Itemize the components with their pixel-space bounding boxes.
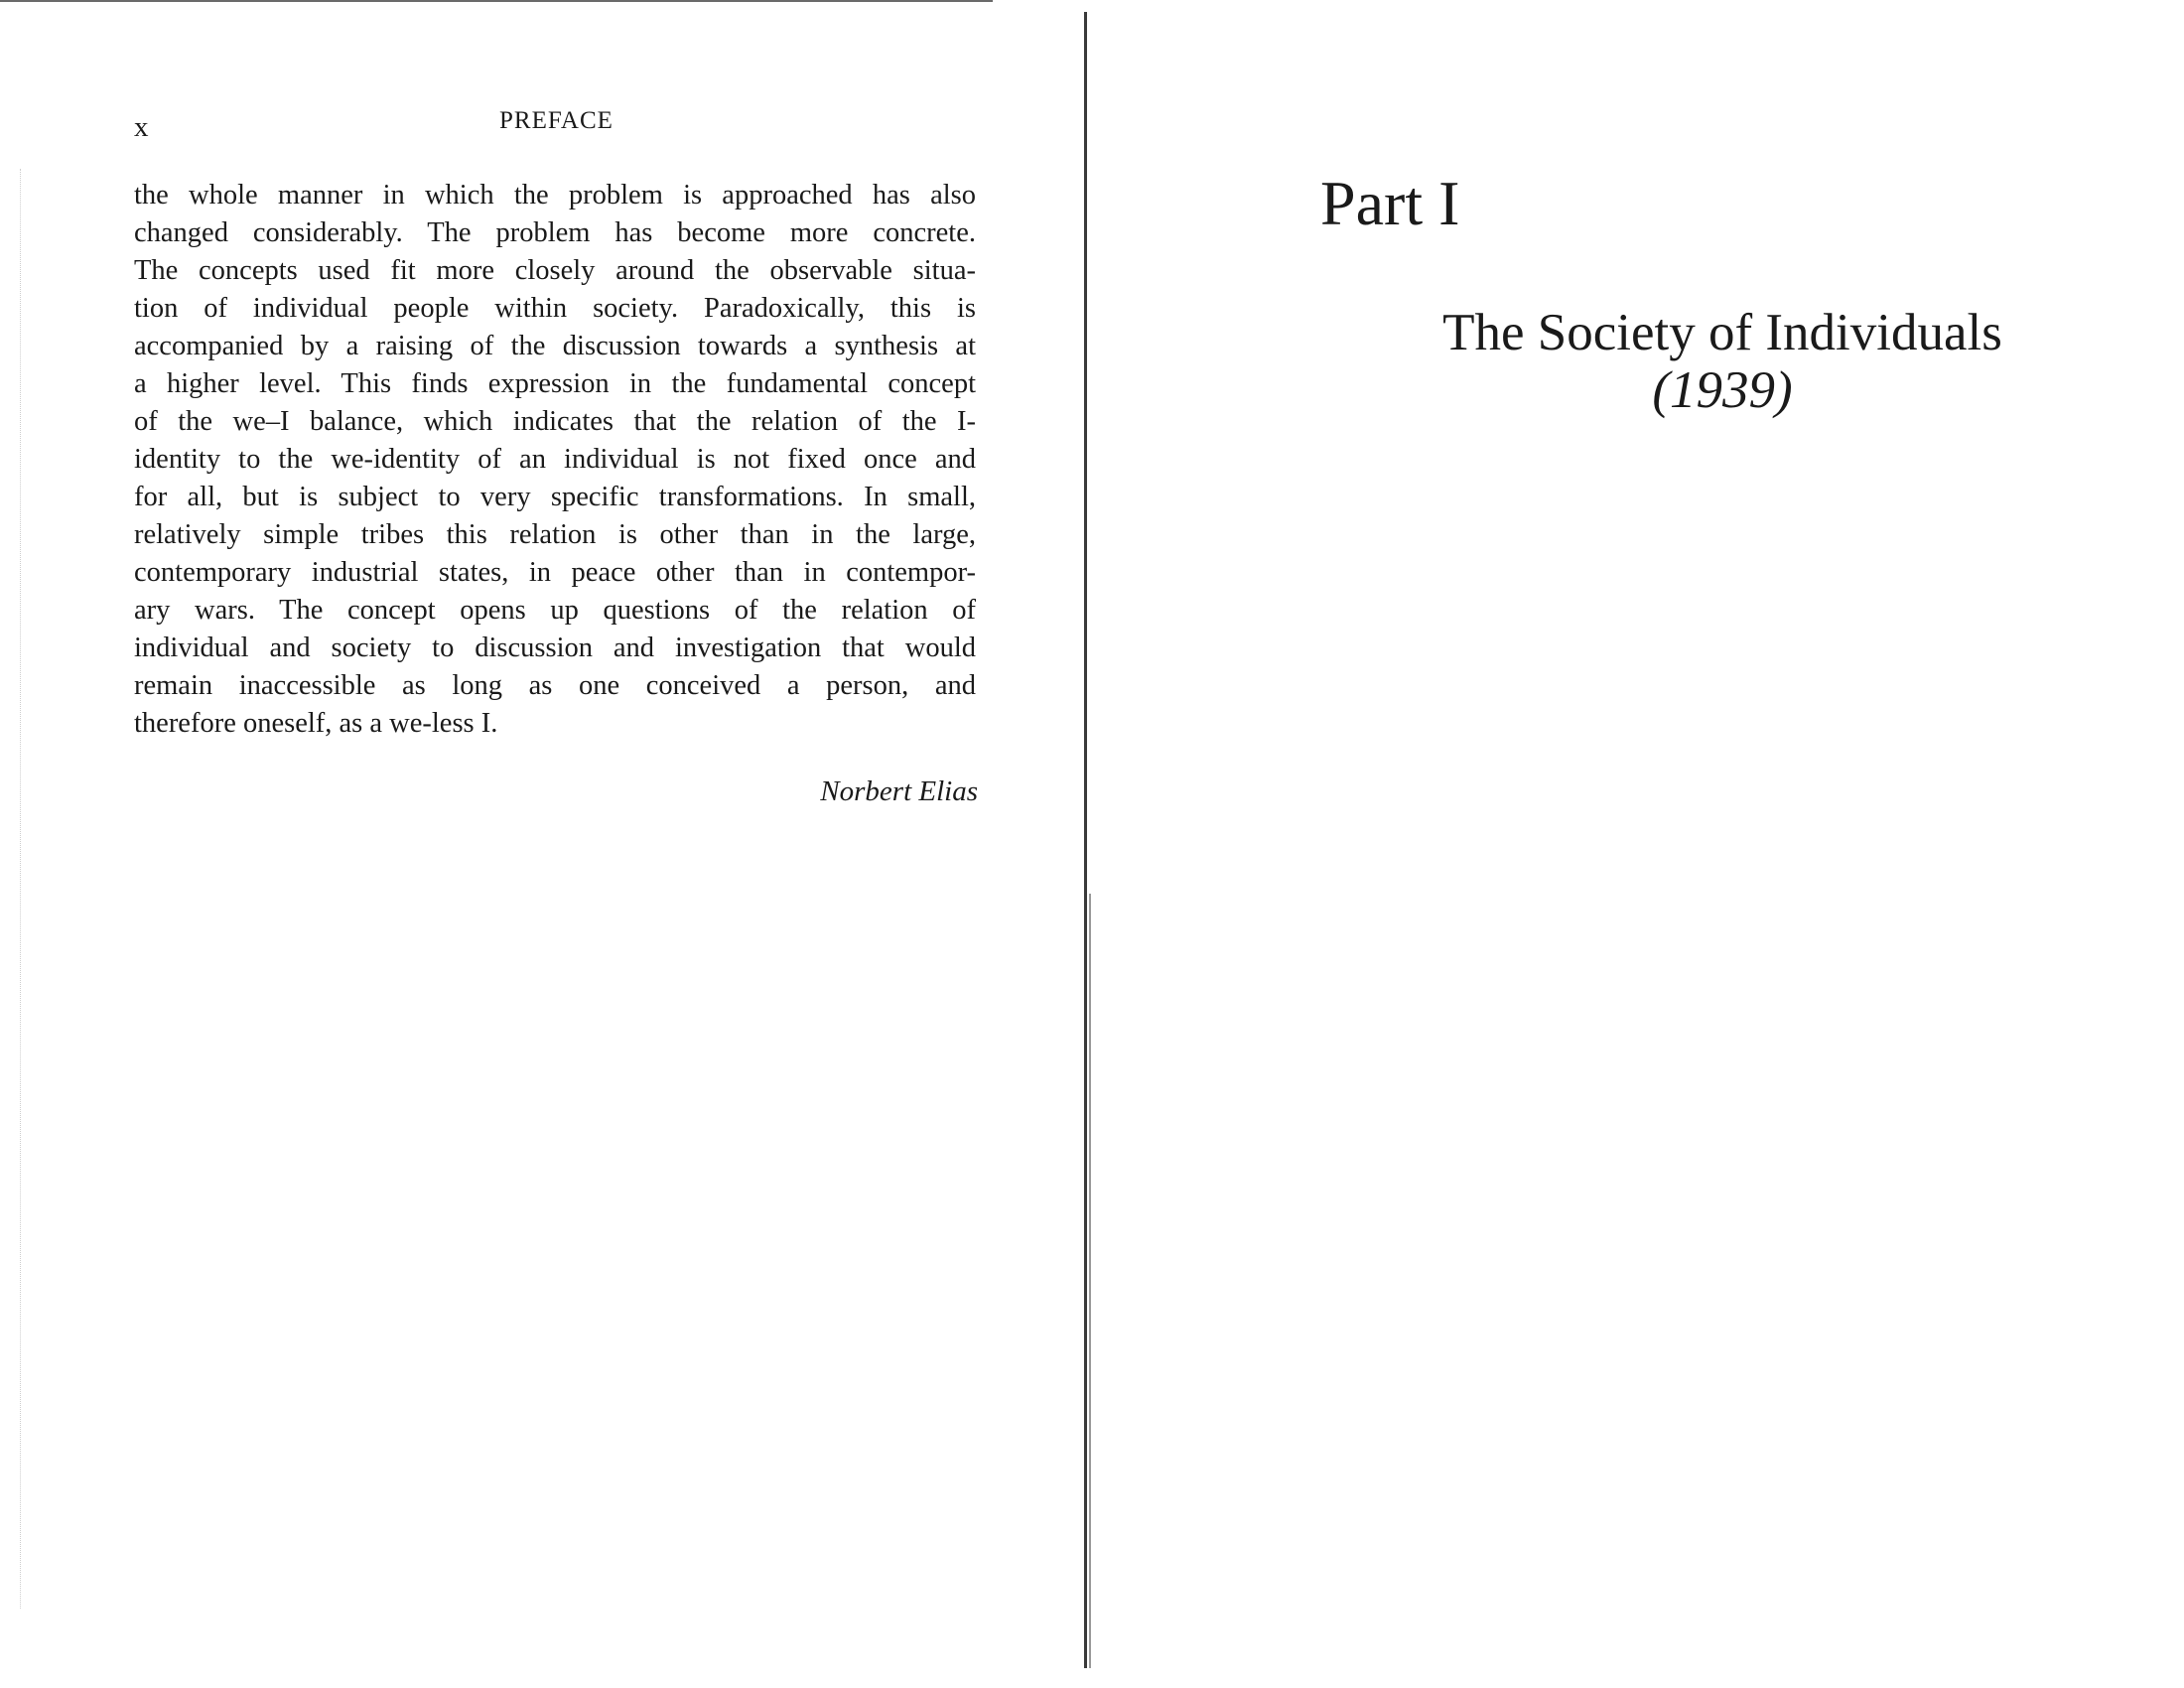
text-line: relatively simple tribes this relation is other than in the large, <box>134 519 976 550</box>
text-line: a higher level. This finds expression in the fundamental concept <box>134 368 976 399</box>
text-line: tion of individual people within society. Paradoxically, this is <box>134 293 976 324</box>
text-line: remain inaccessible as long as one conceived a person, and <box>134 670 976 701</box>
running-head: PREFACE <box>499 107 614 134</box>
gutter-shadow <box>1089 894 1091 1668</box>
part-title: The Society of Individuals <box>1442 304 2002 361</box>
text-line: changed considerably. The problem has become more concrete. <box>134 217 976 248</box>
text-line: of the we–I balance, which indicates that the relation of the I- <box>134 406 976 437</box>
text-line: accompanied by a raising of the discussion towards a synthesis at <box>134 331 976 361</box>
text-line: contemporary industrial states, in peace other than in contempor- <box>134 557 976 588</box>
author-signature: Norbert Elias <box>820 775 978 807</box>
book-gutter <box>1084 12 1087 1668</box>
text-line: the whole manner in which the problem is approached has also <box>134 180 976 211</box>
right-page <box>1092 0 2184 1688</box>
left-page <box>0 0 1082 1688</box>
text-line: The concepts used fit more closely around the observable situa- <box>134 255 976 286</box>
part-year: (1939) <box>1652 361 1793 419</box>
text-line: therefore oneself, as a we-less I. <box>134 708 498 739</box>
text-line: for all, but is subject to very specific transformations. In small, <box>134 482 976 512</box>
part-heading: Part I <box>1320 168 1460 238</box>
text-line: ary wars. The concept opens up questions of the relation of <box>134 595 976 626</box>
page-number: x <box>134 111 150 143</box>
preface-paragraph <box>134 177 976 743</box>
text-line: individual and society to discussion and investigation that would <box>134 633 976 663</box>
text-line: identity to the we-identity of an individual is not fixed once and <box>134 444 976 475</box>
